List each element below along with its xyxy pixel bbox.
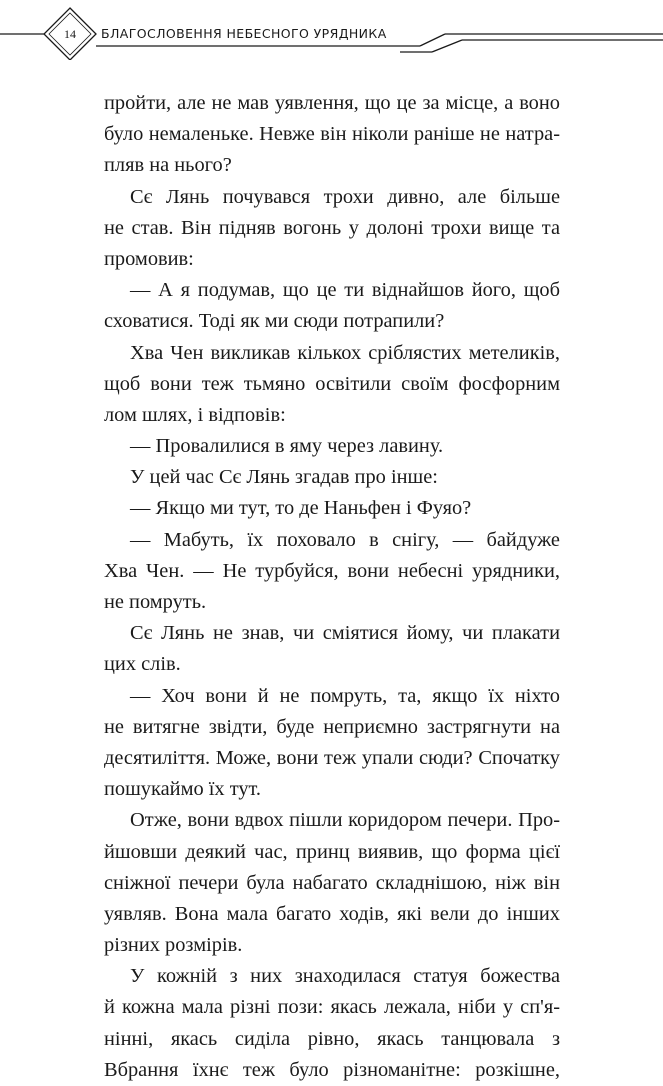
- text-line: — Мабуть, їх поховало в снігу, — байдуже: [130, 528, 560, 551]
- text-line: було немаленьке. Невже він ніколи раніше не натра-: [104, 123, 560, 146]
- body-text: [104, 88, 560, 1086]
- text-line: Сє Лянь не знав, чи сміятися йому, чи плакати: [130, 622, 560, 645]
- page-number: 14: [64, 27, 76, 41]
- text-line: Хва Чен викликав кількох сріблястих метеликів,: [130, 341, 560, 364]
- text-line: Сє Лянь почувався трохи дивно, але більше: [130, 185, 560, 208]
- text-line: й кожна мала різні пози: якась лежала, ніби у сп'я-: [104, 996, 560, 1019]
- text-line: У кожній з них знаходилася статуя божества: [130, 965, 560, 988]
- text-line: уявляв. Вона мала багато ходів, які вели до інших: [104, 902, 560, 925]
- text-line: не став. Він підняв вогонь у долоні трохи вище та: [104, 216, 560, 239]
- text-line: нінні, якась сиділа рівно, якась танцювала з: [104, 1027, 560, 1050]
- text-line: Отже, вони вдвох пішли коридором печери. Про-: [130, 809, 560, 832]
- text-line: лом шлях, і відповів:: [104, 403, 286, 426]
- text-line: пройти, але не мав уявлення, що це за місце, а воно: [104, 92, 560, 114]
- text-line: — А я подумав, що це ти віднайшов його, щоб: [130, 279, 560, 302]
- text-line: Вбрання їхнє теж було різноманітне: розкішне,: [104, 1058, 560, 1081]
- text-line: Хва Чен. — Не турбуйся, вони небесні урядники,: [104, 559, 560, 582]
- text-line: десятиліття. Може, вони теж упали сюди? Спочатку: [104, 746, 560, 769]
- text-line: йшовши деякий час, принц виявив, що форма цієї: [104, 840, 560, 863]
- text-line: не помруть.: [104, 591, 207, 613]
- text-line: сховатися. Тоді як ми сюди потрапили?: [104, 310, 445, 333]
- text-line: цих слів.: [104, 653, 181, 676]
- text-line: У цей час Сє Лянь згадав про інше:: [130, 466, 438, 489]
- text-line: сніжної печери була набагато складнішою, ніж він: [104, 871, 560, 894]
- text-line: різних розмірів.: [104, 934, 243, 957]
- text-line: не витягне звідти, буде неприємно застрягнути на: [104, 715, 560, 738]
- text-line: пошукаймо їх тут.: [104, 778, 262, 801]
- text-line: — Якщо ми тут, то де Наньфен і Фуяо?: [130, 497, 472, 520]
- text-line: — Хоч вони й не помруть, та, якщо їх ніхто: [130, 684, 560, 707]
- text-line: щоб вони теж тьмяно освітили своїм фосфорним: [104, 372, 560, 395]
- text-line: промовив:: [104, 247, 194, 270]
- text-line: пляв на нього?: [104, 154, 232, 177]
- text-line: — Провалилися в яму через лавину.: [130, 435, 444, 458]
- running-title: БЛАГОСЛОВЕННЯ НЕБЕСНОГО УРЯДНИКА: [101, 26, 387, 41]
